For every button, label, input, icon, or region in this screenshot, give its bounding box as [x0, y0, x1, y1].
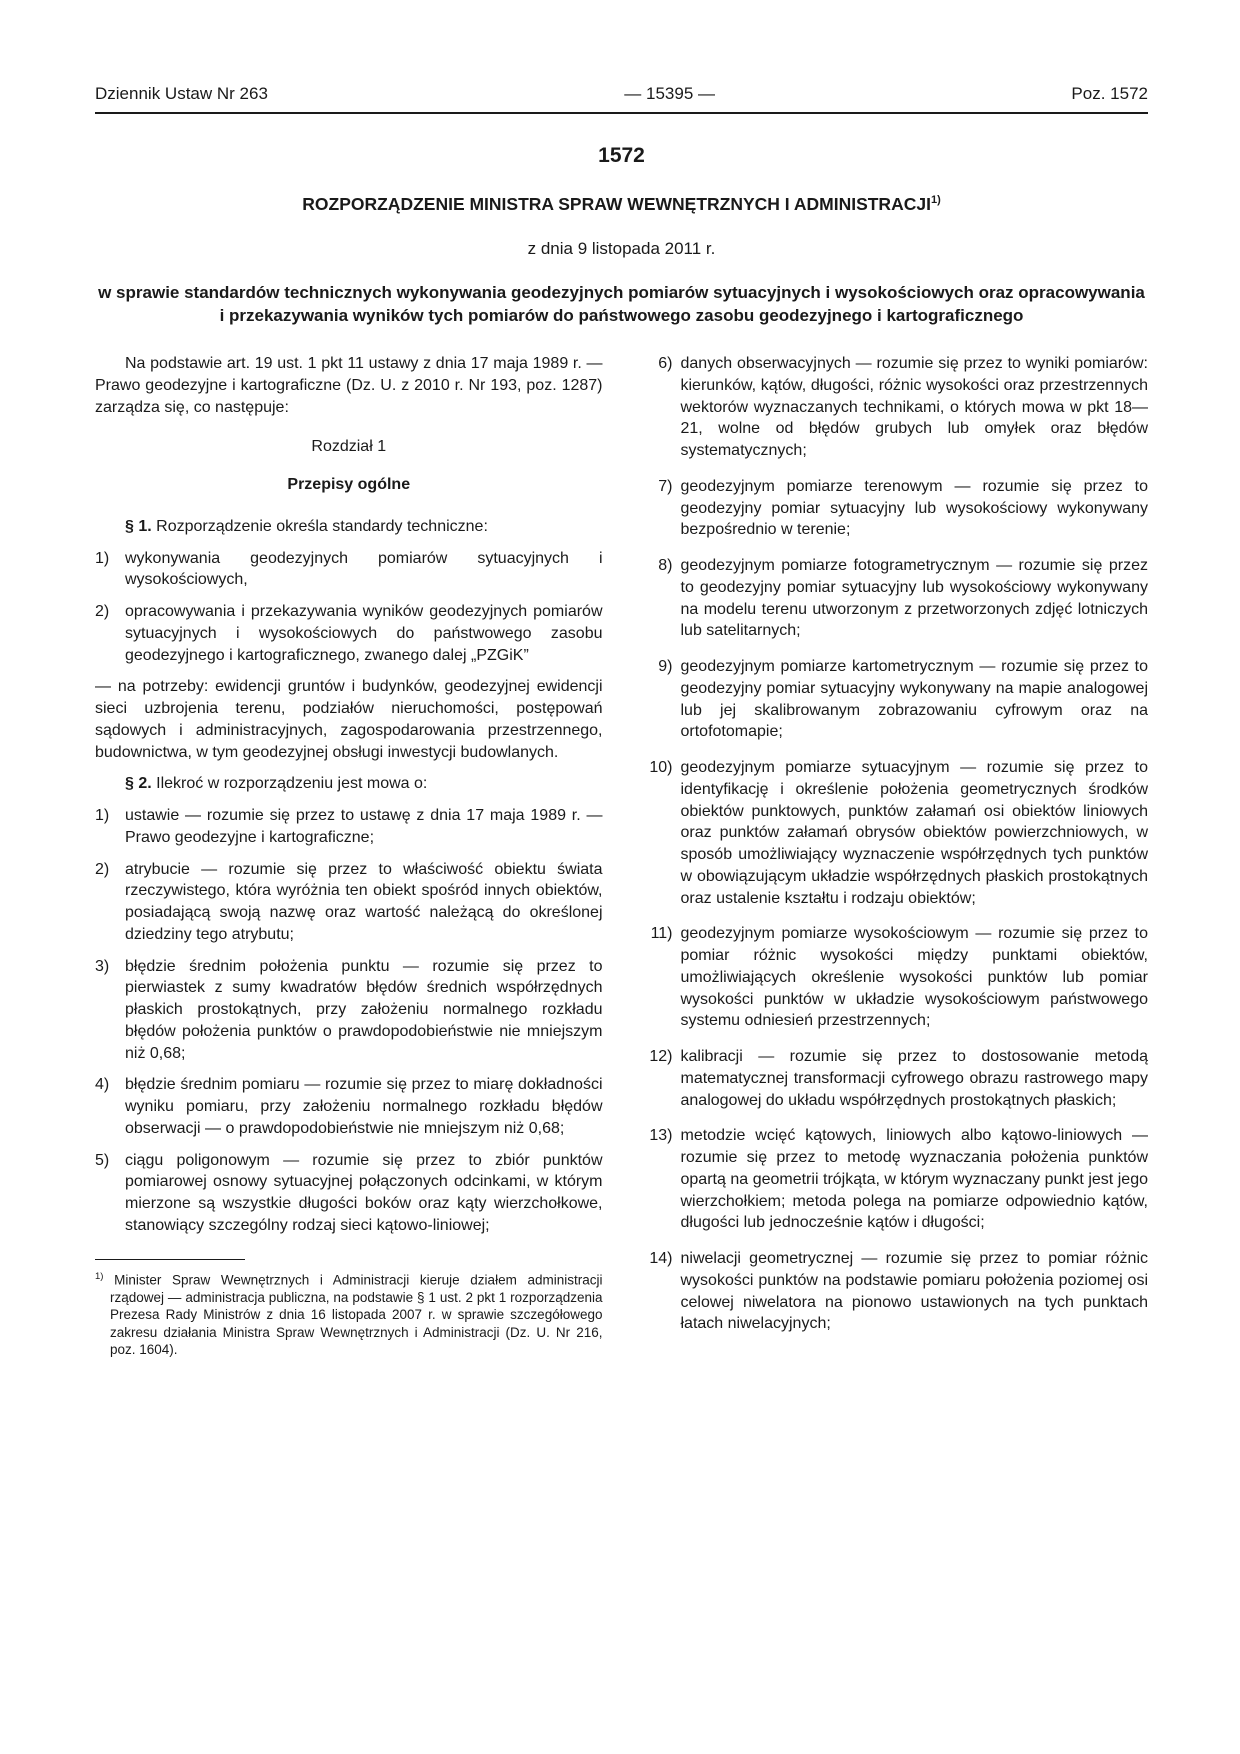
list-item-number: 2)	[95, 860, 110, 878]
footnote	[95, 1268, 603, 1359]
paragraph-2-lead	[95, 773, 603, 795]
definition-item-12	[641, 1046, 1149, 1111]
list-item-number: 4)	[95, 1076, 110, 1094]
list-item-text: geodezyjnym pomiarze kartometrycznym — rozumie się przez to geodezyjny pomiar sytuacyjny wykonywany na mapie analogowej lub jej skalibrowanym zobrazowaniu cyfrowym oraz na ortofotomapie;	[680, 658, 1148, 741]
list-item-text: geodezyjnym pomiarze wysokościowym — rozumie się przez to pomiar różnic wysokości między punktami obiektów, umożliwiających określenie wysokości punktów lub pomiar wysokości punktów w układzie wysokościowym państwowego systemu odniesień przestrzennych;	[680, 925, 1148, 1030]
paragraph-2-text: Ilekroć w rozporządzeniu jest mowa o:	[156, 775, 428, 793]
definition-item-9	[641, 656, 1149, 743]
act-number: 1572	[598, 144, 645, 167]
list-item-number: 11)	[650, 925, 673, 943]
footnote-text: Minister Spraw Wewnętrznych i Administracji kieruje działem administracji rządowej — administracja publiczna, na podstawie § 1 ust. 2 pkt 1 rozporządzenia Prezesa Rady Ministrów z dnia 16 listopada 2007 r. w sprawie szczegółowego zakresu działania Ministra Spraw Wewnętrznych i Administracji (Dz. U. Nr 216, poz. 1604).	[110, 1272, 603, 1357]
list-item-text: błędzie średnim pomiaru — rozumie się przez to miarę dokładności wyniku pomiaru, przy założeniu normalnego rozkładu błędów obserwacji — o prawdopodobieństwie nie mniejszym niż 0,68;	[125, 1076, 603, 1137]
definition-item-13	[641, 1125, 1149, 1234]
list-item-text: atrybucie — rozumie się przez to właściwość obiektu świata rzeczywistego, która wyróżnia ten obiekt spośród innych obiektów, posiadającą swoją nazwę oraz wartość należącą do określonej dziedziny tego atrybutu;	[125, 860, 603, 943]
list-item-number: 1)	[95, 807, 110, 824]
list-item-number: 3)	[95, 957, 110, 975]
definition-item-10	[641, 757, 1149, 909]
list-item-text: geodezyjnym pomiarze fotogrametrycznym — rozumie się przez to geodezyjny pomiar sytuacyjny lub wysokościowy wykonywany na modelu terenu utworzonym z przetworzonych zdjęć lotniczych lub satelitarnych;	[680, 557, 1148, 640]
list-item-number: 8)	[658, 557, 673, 574]
list-item-number: 7)	[658, 477, 673, 495]
list-item-number: 6)	[658, 355, 673, 372]
running-header	[95, 84, 1148, 104]
list-item-number: 2)	[95, 603, 110, 620]
definition-item-8	[641, 555, 1149, 642]
body-columns	[95, 353, 1148, 1359]
left-column	[95, 353, 603, 1359]
list-item-2	[95, 601, 603, 666]
list-item-text: ciągu poligonowym — rozumie się przez to zbiór punktów pomiarowej osnowy sytuacyjnej połączonych odcinkami, w którym mierzone są wszystkie długości boków oraz kąty wierzchołkowe, stanowiący szczególny rodzaj sieci kątowo-liniowej;	[125, 1151, 603, 1234]
header-journal-title: Dziennik Ustaw Nr 263	[95, 84, 268, 103]
definition-item-3	[95, 956, 603, 1065]
footnote-ref: 1)	[95, 1270, 104, 1282]
definition-item-4	[95, 1074, 603, 1139]
list-item-number: 10)	[649, 759, 673, 776]
list-item-number: 1)	[95, 549, 110, 567]
intro-paragraph: Na podstawie art. 19 ust. 1 pkt 11 ustawy z dnia 17 maja 1989 r. — Prawo geodezyjne i kartograficzne (Dz. U. z 2010 r. Nr 193, poz. 1287) zarządza się, co następuje:	[95, 355, 603, 416]
list-item-text: geodezyjnym pomiarze terenowym — rozumie się przez to geodezyjny pomiar sytuacyjny lub wysokościowy wykonywany bezpośrednio w terenie;	[680, 477, 1148, 539]
list-item-1	[95, 548, 603, 592]
list-item-number: 5)	[95, 1151, 110, 1169]
act-title	[95, 194, 1148, 215]
act-date: z dnia 9 listopada 2011 r.	[527, 239, 716, 258]
list-item-number: 9)	[658, 658, 673, 675]
paragraph-1-lead	[95, 516, 603, 538]
definition-item-1	[95, 805, 603, 849]
list-item-number: 14)	[649, 1250, 673, 1267]
list-item-text: kalibracji — rozumie się przez to dostosowanie metodą matematycznej transformacji cyfrowego obrazu rastrowego mapy analogowej do układu współrzędnych prostokątnych płaskich;	[680, 1048, 1148, 1109]
definition-item-14	[641, 1248, 1149, 1335]
footnote-separator	[95, 1259, 245, 1260]
list-item-text: wykonywania geodezyjnych pomiarów sytuacyjnych i wysokościowych,	[125, 549, 603, 589]
definition-item-2	[95, 859, 603, 946]
list-item-number: 13)	[649, 1127, 673, 1145]
chapter-title: Przepisy ogólne	[287, 476, 411, 493]
list-item-number: 12)	[649, 1048, 673, 1065]
paragraph-1-text: Rozporządzenie określa standardy techniczne:	[156, 517, 488, 535]
definition-item-6	[641, 353, 1149, 462]
act-title-footnote-ref: 1)	[930, 194, 941, 207]
list-item-text: geodezyjnym pomiarze sytuacyjnym — rozumie się przez to identyfikację i określenie położenia geometrycznych środków obiektów punktowych, punktów załamań osi obiektów liniowych oraz punktów załamań obrysów obiektów powierzchniowych, w sposób umożliwiający wyznaczenie współrzędnych tych punktów w obowiązującym układzie współrzędnych płaskich prostokątnych oraz ustalenie kształtu i rodzaju obiektów;	[680, 759, 1148, 907]
list-item-text: opracowywania i przekazywania wyników geodezyjnych pomiarów sytuacyjnych i wysokościowych do państwowego zasobu geodezyjnego i kartograficznego, zwanego dalej „PZGiK”	[125, 603, 603, 664]
right-column	[641, 353, 1149, 1359]
act-subject: w sprawie standardów technicznych wykonywania geodezyjnych pomiarów sytuacyjnych i wysokościowych oraz opracowywania i przekazywania wyników tych pomiarów do państwowego zasobu geodezyjnego i kartograficznego	[98, 283, 1145, 325]
definition-item-5	[95, 1150, 603, 1237]
list-item-text: niwelacji geometrycznej — rozumie się przez to pomiar różnic wysokości punktów na podstawie pomiaru położenia poziomej osi celowej niwelatora na pionowo ustawionych na tych punktach łatach niwelacyjnych;	[680, 1250, 1148, 1333]
list-item-text: błędzie średnim położenia punktu — rozumie się przez to pierwiastek z sumy kwadratów błędów średnich współrzędnych płaskich prostokątnych, przy założeniu normalnego rozkładu błędów położenia punktów o prawdopodobieństwie nie mniejszym niż 0,68;	[125, 957, 603, 1062]
paragraph-1-tail: — na potrzeby: ewidencji gruntów i budynków, geodezyjnej ewidencji sieci uzbrojenia terenu, podziałów nieruchomości, postępowań sądowych i administracyjnych, zagospodarowania przestrzennego, budownictwa, w tym geodezyjnej obsługi inwestycji budowlanych.	[95, 678, 603, 761]
act-title-text: ROZPORZĄDZENIE MINISTRA SPRAW WEWNĘTRZNYCH I ADMINISTRACJI	[302, 194, 931, 214]
header-rule	[95, 112, 1148, 114]
list-item-text: metodzie wcięć kątowych, liniowych albo kątowo-liniowych — rozumie się przez to metodę wyznaczania położenia punktów opartą na geometrii trójkąta, w którym wyznaczany punkt jest jego wierzchołkiem; metoda polega na pomiarze odpowiednio kątów, długości lub jednocześnie kątów i długości;	[680, 1127, 1148, 1232]
list-item-text: danych obserwacyjnych — rozumie się przez to wyniki pomiarów: kierunków, kątów, długości, różnic wysokości oraz przestrzennych wektorów wyznaczanych technikami, o których mowa w pkt 18—21, wolne od błędów grubych lub omyłek oraz błędów systematycznych;	[680, 355, 1148, 459]
chapter-label: Rozdział 1	[311, 438, 387, 456]
list-item-text: ustawie — rozumie się przez to ustawę z dnia 17 maja 1989 r. — Prawo geodezyjne i kartograficzne;	[125, 807, 603, 846]
definition-item-7	[641, 476, 1149, 541]
paragraph-2-symbol: § 2.	[125, 775, 152, 793]
paragraph-1-symbol: § 1.	[125, 517, 152, 535]
header-page-number: — 15395 —	[624, 84, 716, 103]
header-position-number: Poz. 1572	[1071, 84, 1148, 103]
definition-item-11	[641, 923, 1149, 1032]
